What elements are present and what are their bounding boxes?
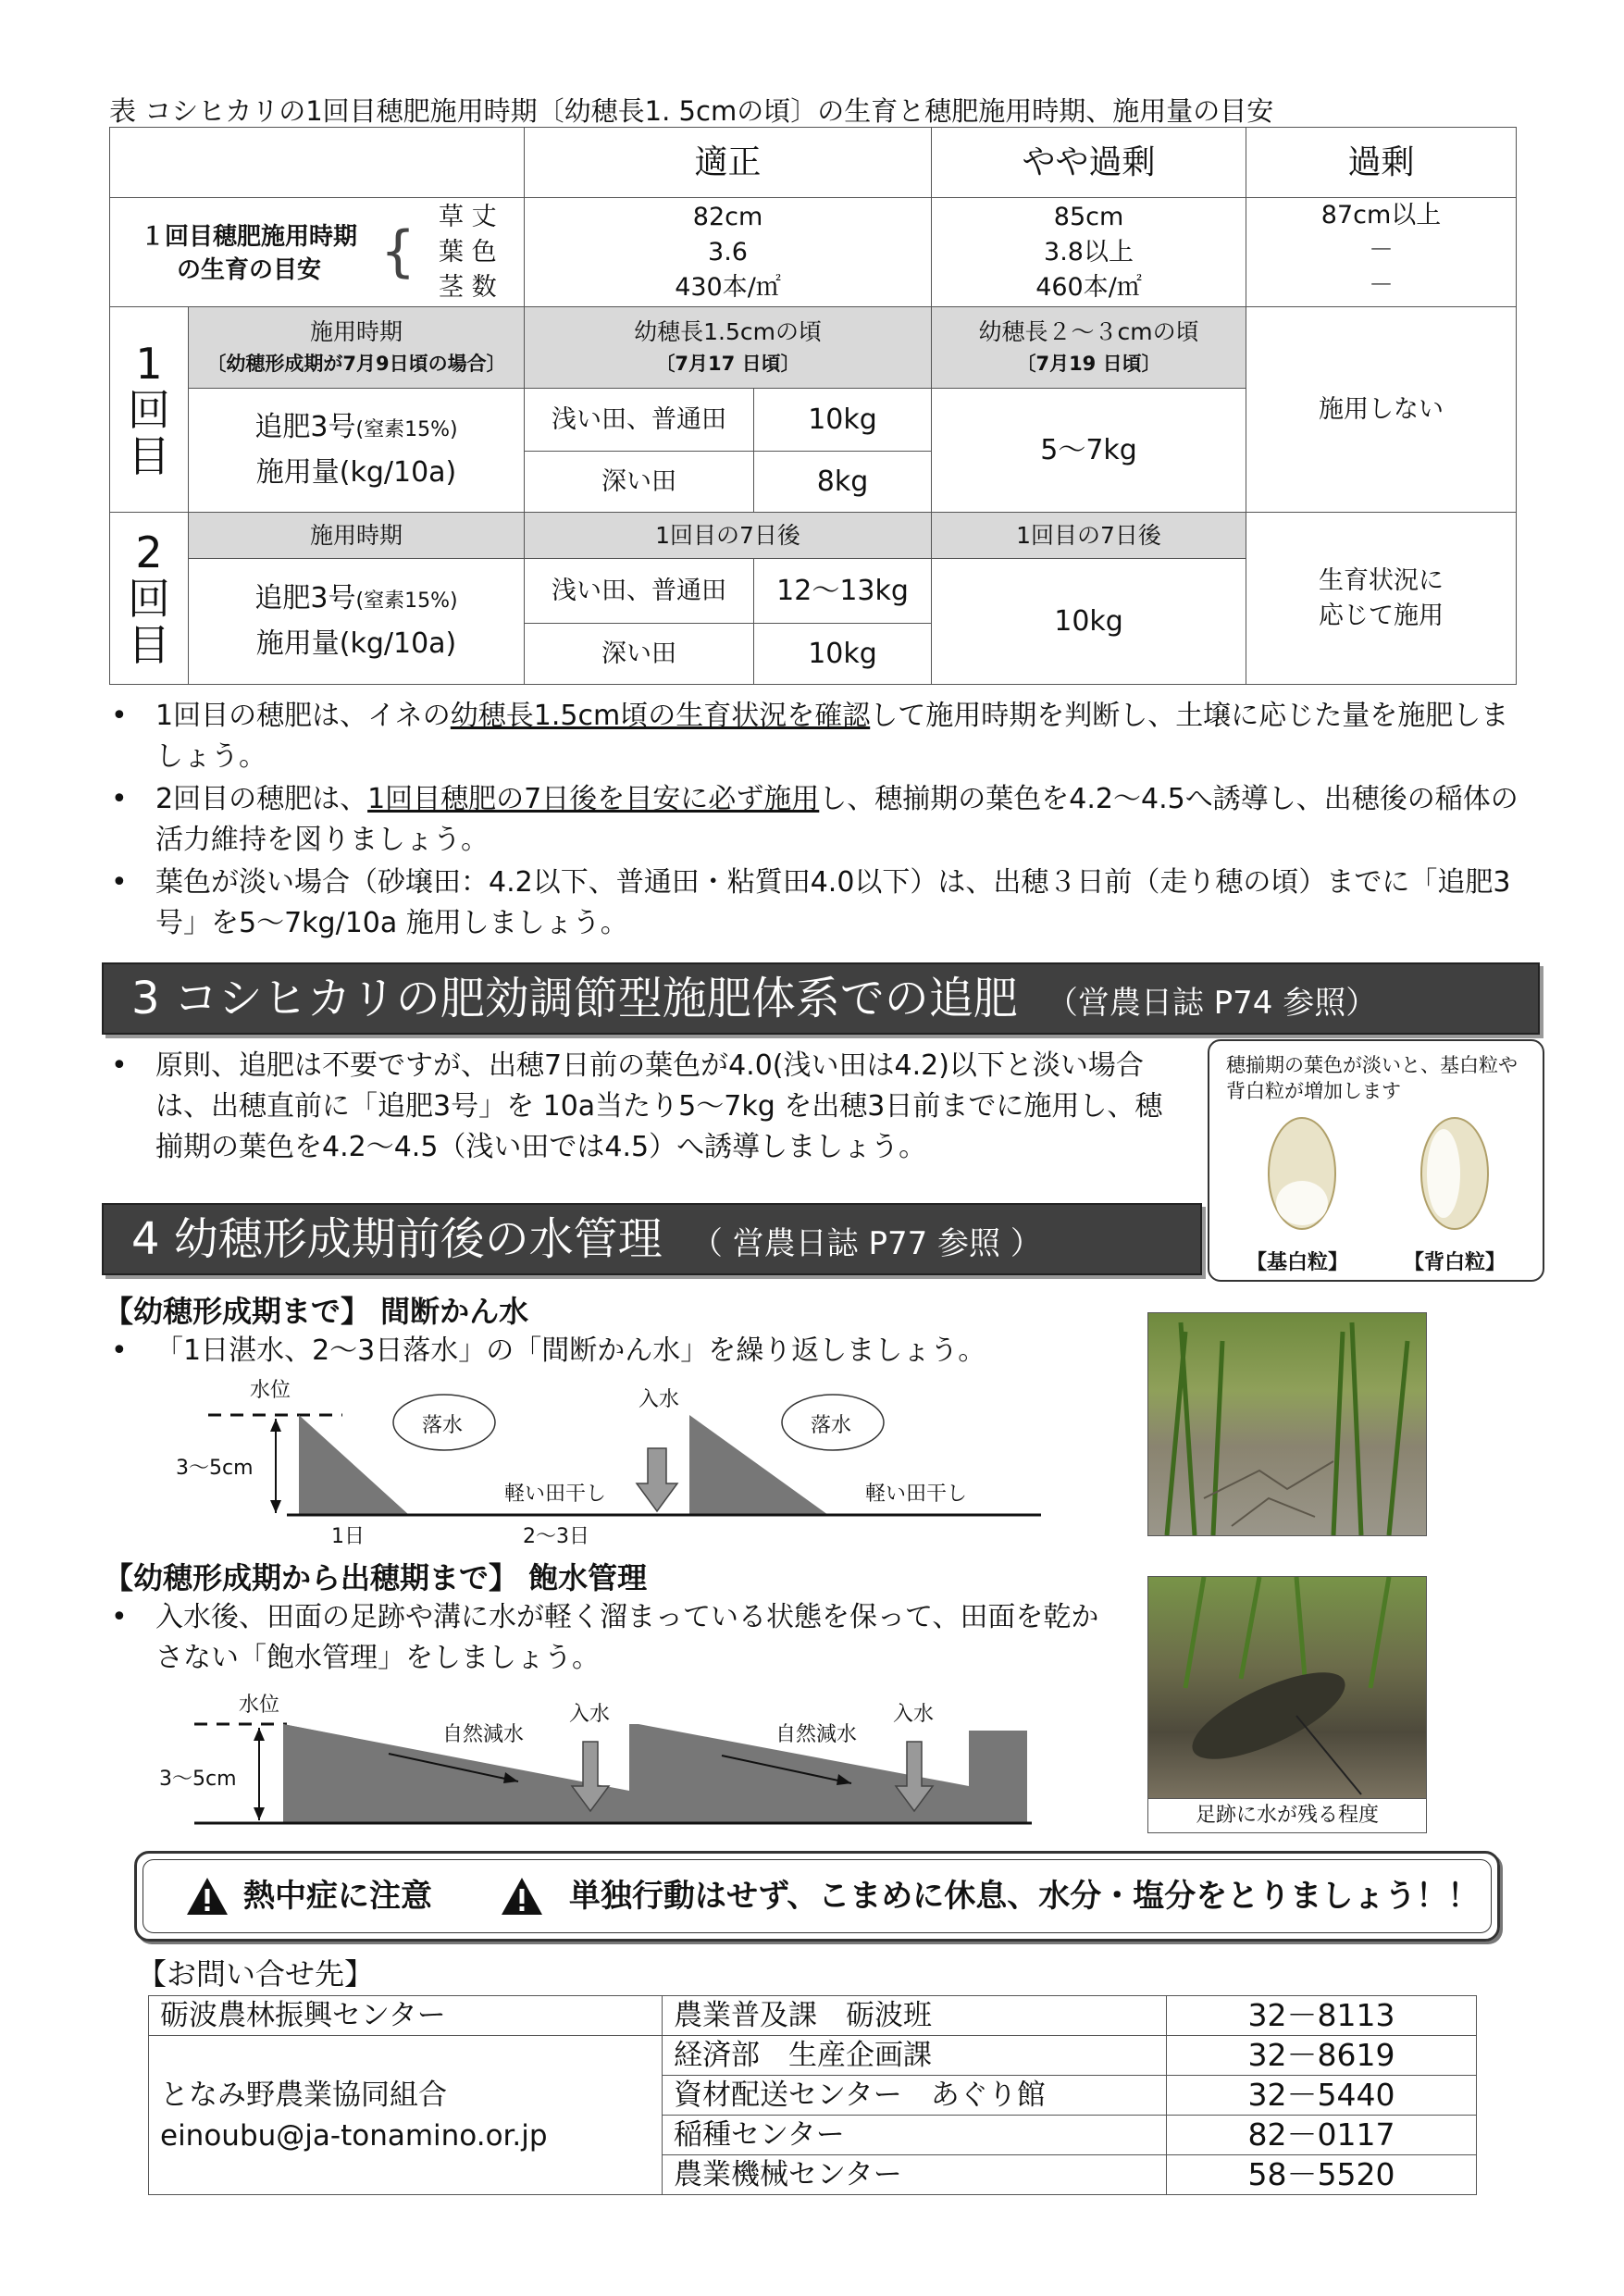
fertilizer-table (109, 127, 1517, 685)
heading-intermittent: 【幼穂形成期まで】 間断かん水 (104, 1294, 529, 1329)
warning-text: 単独行動はせず、こまめに休息、水分・塩分をとりましょう！！ (569, 1878, 1480, 1915)
round1-timing-note: 〔幼穂形成期が7月9日頃の場合〕 (206, 352, 506, 375)
round2-slight-amount: 10kg (932, 559, 1246, 685)
contact-title: 【お問い合せ先】 (137, 1956, 375, 1992)
contact-org1: 砺波農林振興センター (149, 1996, 663, 2036)
bullet-item: • 2回目の穂肥は、1回目穂肥の7日後を目安に必ず施用し、穂揃期の葉色を4.2～4.5へ誘導し、出穂後の稲体の活力維持を図りましょう。 (109, 779, 1534, 861)
contact-tel: 58－5520 (1167, 2155, 1477, 2195)
d2-depth: 3～5cm (159, 1768, 237, 1791)
d2-inflow-1: 入水 (569, 1703, 611, 1726)
round2-field-a-val: 12～13kg (754, 559, 932, 624)
saturated-irrigation-diagram (148, 1689, 1036, 1828)
round1-timing-a-note: 〔7月17 日頃〕 (655, 352, 800, 375)
slight-color: 3.8以上 (1044, 237, 1134, 267)
d1-day1: 1日 (331, 1525, 365, 1548)
rice-label-b: 【背白粒】 (1404, 1251, 1506, 1274)
round1-amount-label: 施用量(kg/10a) (255, 456, 457, 489)
contact-tel: 32－8113 (1167, 1996, 1477, 2036)
contact-email[interactable]: einoubu@ja-tonamino.or.jp (160, 2118, 548, 2153)
round2-timing-b: 1回目の7日後 (932, 513, 1246, 559)
photo-caption: 足跡に水が残る程度 (1147, 1798, 1427, 1833)
contact-tel: 32－5440 (1167, 2076, 1477, 2116)
warning-icon (185, 1876, 229, 1917)
contact-dept: 農業機械センター (663, 2155, 1167, 2195)
round2-field-b: 深い田 (525, 624, 754, 685)
col-header-excess: 過剰 (1246, 128, 1517, 198)
round1-timing-a: 幼穂長1.5cmの頃 (634, 317, 822, 345)
d2-water-level: 水位 (239, 1694, 280, 1717)
heading-saturated: 【幼穂形成期から出穂期まで】 飽水管理 (104, 1560, 648, 1595)
d1-water-level: 水位 (250, 1379, 291, 1402)
d1-inflow: 入水 (638, 1388, 680, 1411)
contact-tel: 32－8619 (1167, 2036, 1477, 2076)
round2-field-b-val: 10kg (754, 624, 932, 685)
field-photo-dry (1147, 1312, 1427, 1536)
contact-dept: 稲種センター (663, 2116, 1167, 2155)
bullet-list-1 (109, 696, 1534, 946)
proper-stems: 430本/㎡ (675, 272, 781, 302)
d1-dry-2: 軽い田干し (865, 1483, 968, 1506)
d2-inflow-2: 入水 (893, 1703, 935, 1726)
guide-item-height: 草 丈 (439, 203, 497, 231)
round1-timing-b-note: 〔7月19 日頃〕 (1016, 352, 1161, 375)
round1-fert: 追肥3号 (254, 411, 356, 443)
rice-label-a: 【基白粒】 (1246, 1251, 1349, 1274)
round1-excess: 施用しない (1246, 307, 1517, 513)
slight-height: 85cm (1053, 202, 1124, 231)
table-title: 表 コシヒカリの1回目穂肥施用時期〔幼穂長1. 5cmの頃〕の生育と穂肥施用時期、施用量の目安 (109, 95, 1274, 127)
section4-heading: 4 幼穂形成期前後の水管理 （ 営農日誌 P77 参照 ） (102, 1203, 1202, 1275)
round2-fert-note: (窒素15%) (355, 590, 458, 613)
contact-dept: 資材配送センター あぐり館 (663, 2076, 1167, 2116)
round1-fert-note: (窒素15%) (355, 418, 458, 441)
warning-heat: 熱中症に注意 (243, 1878, 432, 1915)
bullet-item: • 葉色が淡い場合（砂壌田：4.2以下、普通田・粘質田4.0以下）は、出穂３日前（走り穂の頃）までに「追肥3号」を5～7kg/10a 施用しましょう。 (109, 863, 1534, 944)
guide-item-color: 葉 色 (439, 238, 497, 267)
round1-field-b: 深い田 (525, 452, 754, 513)
brace: { (380, 219, 416, 284)
excess-color: － (1369, 236, 1395, 265)
bullet-item: • 1回目の穂肥は、イネの幼穂長1.5cm頃の生育状況を確認して施用時期を判断し、土壌に応じた量を施肥しましょう。 (109, 696, 1534, 777)
section3-text: • 原則、追肥は不要ですが、出穂7日前の葉色が4.0(浅い田は4.2)以下と淡い場合は、出穂直前に「追肥3号」を 10a当たり5～7kg を出穂3日前までに施用し、穂揃期の葉色を4.2～4.5（浅い田では4.5）へ誘導しましょう。 (109, 1046, 1187, 1170)
d2-natural-2: 自然減水 (775, 1723, 858, 1746)
section3-heading: 3 コシヒカリの肥効調節型施肥体系での追肥 （営農日誌 P74 参照） (102, 962, 1540, 1035)
round2-field-a: 浅い田、普通田 (525, 559, 754, 624)
intermittent-irrigation-diagram (139, 1374, 1046, 1550)
heat-warning-box (134, 1851, 1500, 1942)
col-header-slight: やや過剰 (932, 128, 1246, 198)
round1-label: 1 回 目 (110, 307, 189, 513)
contact-org2: となみ野農業協同組合 (160, 2078, 447, 2112)
guide-label: １回目穂肥施用時期 の生育の目安 (140, 223, 357, 284)
d1-dry-1: 軽い田干し (504, 1483, 607, 1506)
contact-table (148, 1995, 1477, 2195)
excess-stems: － (1369, 271, 1395, 300)
sehaku-grain-icon (1408, 1111, 1501, 1235)
round2-timing-label: 施用時期 (189, 513, 525, 559)
slight-stems: 460本/㎡ (1035, 272, 1142, 302)
d2-natural-1: 自然減水 (442, 1723, 525, 1746)
warning-icon (500, 1876, 544, 1917)
round1-timing-label: 施用時期 (310, 317, 403, 345)
d1-drain-1: 落水 (422, 1414, 464, 1437)
round2-excess: 生育状況に 応じて施用 (1246, 513, 1517, 685)
round2-timing-a: 1回目の7日後 (525, 513, 932, 559)
d1-drain-2: 落水 (811, 1414, 852, 1437)
round1-field-a: 浅い田、普通田 (525, 389, 754, 452)
contact-tel: 82－0117 (1167, 2116, 1477, 2155)
round2-amount-label: 施用量(kg/10a) (255, 627, 457, 660)
round1-slight-amount: 5～7kg (932, 389, 1246, 513)
field-photo-saturated (1147, 1576, 1427, 1800)
d1-depth: 3～5cm (176, 1457, 254, 1480)
col-header-proper: 適正 (525, 128, 932, 198)
kihaku-grain-icon (1256, 1111, 1348, 1235)
contact-dept: 経済部 生産企画課 (663, 2036, 1167, 2076)
round1-field-b-val: 8kg (754, 452, 932, 513)
section4-text2: • 入水後、田面の足跡や溝に水が軽く溜まっている状態を保って、田面を乾かさない「飽水管理」をしましょう。 (109, 1597, 1109, 1681)
contact-dept: 農業普及課 砺波班 (663, 1996, 1167, 2036)
excess-height: 87cm以上 (1320, 201, 1442, 230)
round2-label: 2 回 目 (110, 513, 189, 685)
guide-item-stems: 茎 数 (439, 273, 497, 302)
rice-grain-box (1208, 1039, 1544, 1282)
d1-day23: 2～3日 (523, 1525, 589, 1548)
rice-caption: 穂揃期の葉色が淡いと、基白粒や背白粒が増加します (1226, 1054, 1518, 1102)
proper-height: 82cm (692, 202, 763, 231)
proper-color: 3.6 (708, 237, 748, 267)
section4-text1: • 「1日湛水、2～3日落水」の「間断かん水」を繰り返しましょう。 (109, 1331, 1127, 1373)
round2-fert: 追肥3号 (254, 582, 356, 614)
round1-field-a-val: 10kg (754, 389, 932, 452)
round1-timing-b: 幼穂長２～３cmの頃 (978, 317, 1199, 345)
